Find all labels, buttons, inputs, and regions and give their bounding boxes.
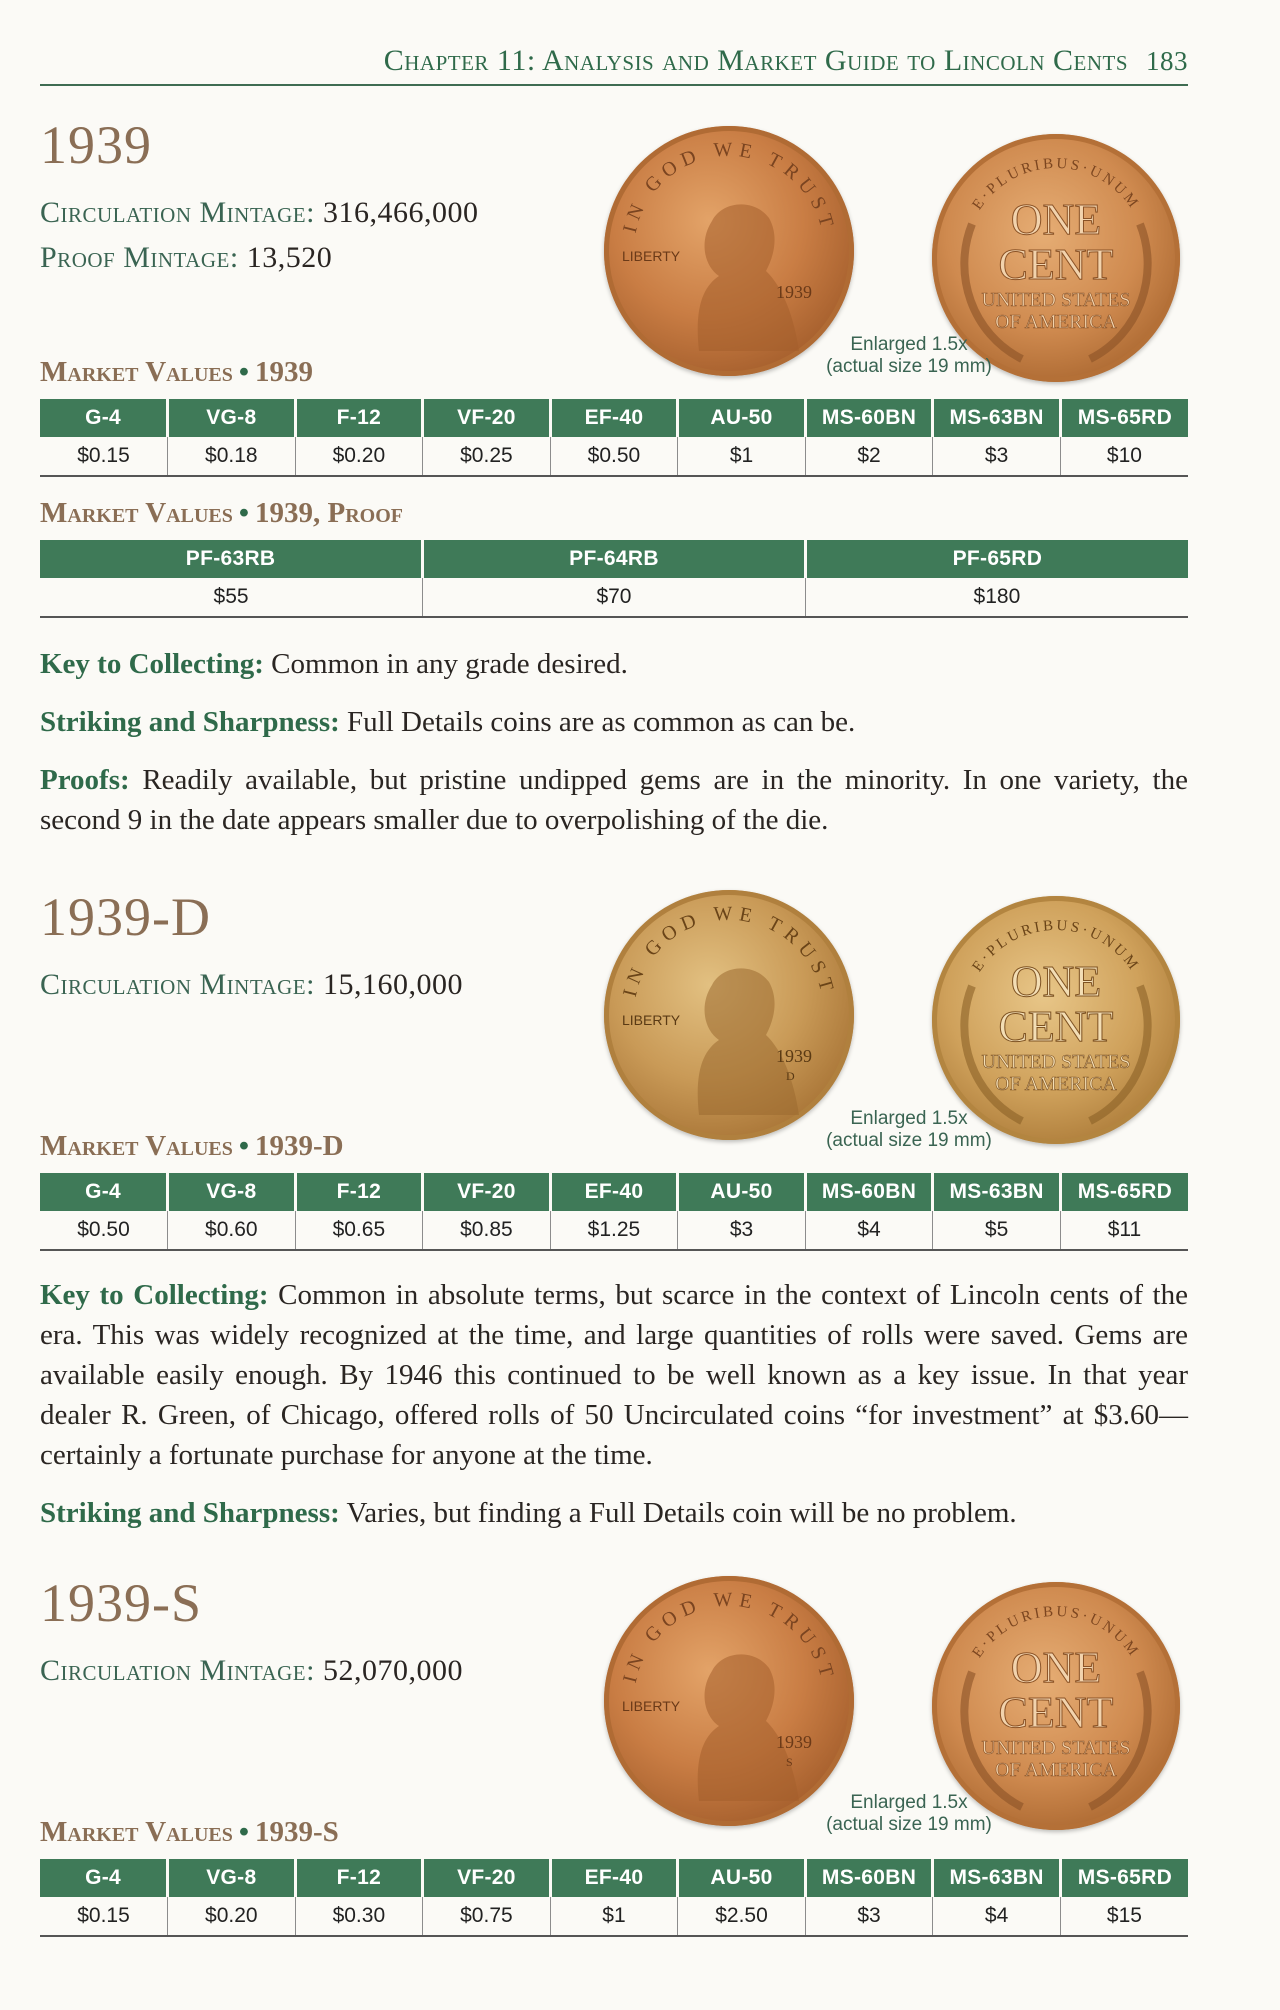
price-cell: $2.50 — [678, 1897, 806, 1936]
price-cell: $0.18 — [168, 437, 296, 476]
page-number: 183 — [1146, 46, 1188, 76]
svg-text:CENT: CENT — [998, 1688, 1114, 1737]
price-cell: $55 — [40, 578, 423, 617]
svg-text:E·PLURIBUS·UNUM: E·PLURIBUS·UNUM — [969, 155, 1143, 213]
price-cell: $0.50 — [550, 437, 678, 476]
svg-text:UNITED STATES: UNITED STATES — [981, 1737, 1131, 1759]
svg-text:ONE: ONE — [1010, 957, 1102, 1006]
price-cell: $1 — [678, 437, 806, 476]
circulation-value: 15,160,000 — [322, 968, 463, 1001]
market-values-table — [40, 1859, 1188, 1937]
svg-text:OF AMERICA: OF AMERICA — [995, 1759, 1117, 1781]
svg-text:1939: 1939 — [776, 1046, 812, 1066]
price-cell: $70 — [423, 578, 806, 617]
lincoln-portrait-icon — [604, 1576, 854, 1826]
svg-text:1939: 1939 — [776, 282, 812, 302]
note-paragraph: Striking and Sharpness: Full Details coins are as common as can be. — [40, 706, 856, 738]
table-row — [40, 1897, 1188, 1936]
year-heading: 1939 — [40, 115, 152, 175]
price-cell: $0.20 — [168, 1897, 296, 1936]
grade-header: MS-63BN — [933, 1859, 1061, 1897]
svg-text:ONE: ONE — [1010, 1643, 1102, 1692]
market-values-1939-s — [40, 1816, 1188, 1937]
price-cell: $3 — [678, 1211, 806, 1250]
price-cell: $4 — [933, 1897, 1061, 1936]
price-cell: $1 — [550, 1897, 678, 1936]
grade-header: VF-20 — [423, 1173, 551, 1211]
year-heading: 1939-D — [40, 887, 211, 947]
grade-header: MS-65RD — [1060, 1173, 1188, 1211]
price-cell: $0.30 — [295, 1897, 423, 1936]
enlarged-caption: Enlarged 1.5x (actual size 19 mm) — [826, 1108, 992, 1151]
price-cell: $0.75 — [423, 1897, 551, 1936]
svg-text:IN GOD WE TRUST: IN GOD WE TRUST — [618, 1588, 840, 1686]
svg-text:IN GOD WE TRUST: IN GOD WE TRUST — [618, 902, 840, 1000]
price-cell: $0.65 — [295, 1211, 423, 1250]
grade-header: MS-63BN — [933, 1173, 1061, 1211]
grade-header: PF-63RB — [40, 540, 423, 578]
market-values-label: Market Values • 1939-S — [40, 1816, 339, 1848]
obverse-coin-image — [604, 1576, 854, 1826]
price-cell: $10 — [1060, 437, 1188, 476]
grade-header: AU-50 — [678, 1859, 806, 1897]
market-values-label: Market Values • 1939-D — [40, 1130, 344, 1162]
grade-header: VF-20 — [423, 399, 551, 437]
note-paragraph: Striking and Sharpness: Varies, but finding a Full Details coin will be no problem. — [40, 1497, 1017, 1529]
grade-header: EF-40 — [550, 399, 678, 437]
enlarged-caption: Enlarged 1.5x (actual size 19 mm) — [826, 334, 992, 377]
price-cell: $180 — [805, 578, 1188, 617]
obverse-coin-image — [604, 890, 854, 1140]
grade-header: PF-65RD — [805, 540, 1188, 578]
grade-header: F-12 — [295, 1173, 423, 1211]
svg-text:E·PLURIBUS·UNUM: E·PLURIBUS·UNUM — [969, 1603, 1143, 1661]
svg-text:LIBERTY: LIBERTY — [622, 1698, 681, 1714]
price-cell: $0.15 — [40, 1897, 168, 1936]
circulation-label: Circulation Mintage: — [40, 968, 315, 1001]
grade-header: G-4 — [40, 1173, 168, 1211]
price-cell: $0.50 — [40, 1211, 168, 1250]
notes-1939-d — [40, 1275, 1188, 1533]
svg-text:OF AMERICA: OF AMERICA — [995, 311, 1117, 333]
svg-text:UNITED STATES: UNITED STATES — [981, 1051, 1131, 1073]
price-cell: $3 — [933, 437, 1061, 476]
svg-text:D: D — [786, 1069, 795, 1083]
table-row — [40, 437, 1188, 476]
table-row — [40, 578, 1188, 617]
chapter-title: Chapter 11: Analysis and Market Guide to Lincoln Cents — [383, 44, 1128, 77]
year-heading: 1939-S — [40, 1573, 203, 1633]
svg-text:LIBERTY: LIBERTY — [622, 1012, 681, 1028]
price-cell: $0.60 — [168, 1211, 296, 1250]
grade-header: MS-63BN — [933, 399, 1061, 437]
price-cell: $0.20 — [295, 437, 423, 476]
circulation-label: Circulation Mintage: — [40, 1654, 315, 1687]
grade-header: F-12 — [295, 1859, 423, 1897]
svg-text:UNITED STATES: UNITED STATES — [981, 289, 1131, 311]
grade-header: AU-50 — [678, 1173, 806, 1211]
grade-header: G-4 — [40, 399, 168, 437]
enlarged-caption: Enlarged 1.5x (actual size 19 mm) — [826, 1792, 992, 1835]
lincoln-portrait-icon — [604, 890, 854, 1140]
price-cell: $1.25 — [550, 1211, 678, 1250]
grade-header: F-12 — [295, 399, 423, 437]
note-paragraph: Key to Collecting: Common in any grade desired. — [40, 648, 628, 680]
price-cell: $4 — [805, 1211, 933, 1250]
circulation-value: 316,466,000 — [322, 196, 479, 229]
svg-text:ONE: ONE — [1010, 195, 1102, 244]
price-cell: $3 — [805, 1897, 933, 1936]
circulation-value: 52,070,000 — [322, 1654, 463, 1687]
grade-header: EF-40 — [550, 1173, 678, 1211]
market-values-table — [40, 399, 1188, 477]
grade-header: EF-40 — [550, 1859, 678, 1897]
proof-market-values-label: Market Values • 1939, Proof — [40, 497, 404, 529]
price-cell: $11 — [1060, 1211, 1188, 1250]
svg-text:LIBERTY: LIBERTY — [622, 248, 681, 264]
grade-header: MS-60BN — [805, 399, 933, 437]
price-cell: $0.85 — [423, 1211, 551, 1250]
svg-text:S: S — [786, 1755, 793, 1769]
chapter-header — [40, 44, 1188, 86]
proof-value: 13,520 — [246, 241, 333, 274]
note-paragraph: Key to Collecting: Common in absolute terms, but scarce in the context of Lincoln cents of the era. This was widely recognized at the time, and large quantities of rolls were saved. Gems are available easily enough. By 1946 this continued to be well known as a key issue. In that year dealer R. Green, of Chicago, offered rolls of 50 Uncirculated coins “for investment” at $3.60—certainly a fortunate purchase for anyone at the time. — [40, 1279, 1188, 1471]
svg-text:1939: 1939 — [776, 1732, 812, 1752]
price-cell: $0.15 — [40, 437, 168, 476]
grade-header: VG-8 — [168, 1859, 296, 1897]
notes-1939 — [40, 644, 1188, 840]
grade-header: MS-60BN — [805, 1173, 933, 1211]
proof-values-table — [40, 540, 1188, 618]
circulation-label: Circulation Mintage: — [40, 196, 315, 229]
market-values-table — [40, 1173, 1188, 1251]
proof-label: Proof Mintage: — [40, 241, 239, 274]
reverse-coin-image — [932, 896, 1180, 1144]
price-cell: $15 — [1060, 1897, 1188, 1936]
market-values-1939 — [40, 356, 1188, 840]
price-cell: $5 — [933, 1211, 1061, 1250]
price-cell: $2 — [805, 437, 933, 476]
grade-header: MS-60BN — [805, 1859, 933, 1897]
grade-header: G-4 — [40, 1859, 168, 1897]
svg-text:IN GOD WE TRUST: IN GOD WE TRUST — [618, 138, 840, 236]
note-paragraph: Proofs: Readily available, but pristine undipped gems are in the minority. In one variety, the second 9 in the date appears smaller due to overpolishing of the die. — [40, 764, 1188, 836]
market-values-label: Market Values • 1939 — [40, 356, 314, 388]
table-row — [40, 1211, 1188, 1250]
grade-header: PF-64RB — [423, 540, 806, 578]
grade-header: VF-20 — [423, 1859, 551, 1897]
grade-header: VG-8 — [168, 1173, 296, 1211]
market-values-1939-d — [40, 1130, 1188, 1533]
grade-header: MS-65RD — [1060, 1859, 1188, 1897]
svg-text:OF AMERICA: OF AMERICA — [995, 1073, 1117, 1095]
svg-text:CENT: CENT — [998, 1002, 1114, 1051]
svg-text:CENT: CENT — [998, 240, 1114, 289]
grade-header: VG-8 — [168, 399, 296, 437]
grade-header: MS-65RD — [1060, 399, 1188, 437]
svg-text:E·PLURIBUS·UNUM: E·PLURIBUS·UNUM — [969, 917, 1143, 975]
wheat-reverse-icon — [932, 896, 1180, 1144]
price-cell: $0.25 — [423, 437, 551, 476]
grade-header: AU-50 — [678, 399, 806, 437]
